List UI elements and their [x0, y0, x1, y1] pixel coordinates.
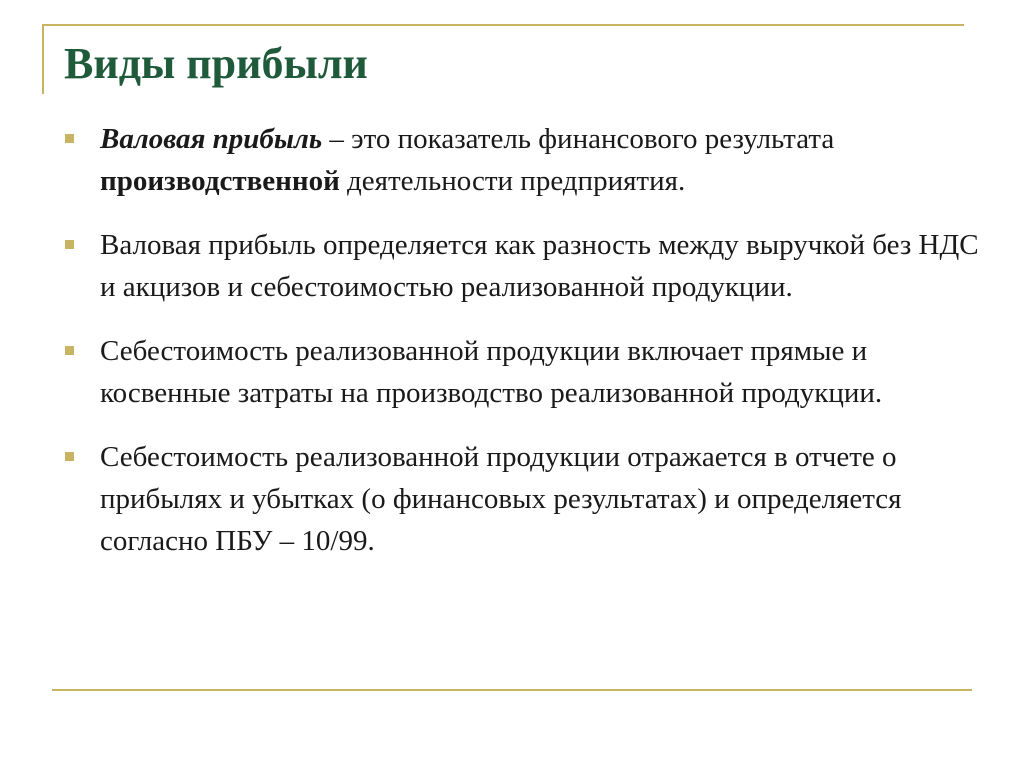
term-gross-profit: Валовая прибыль [100, 123, 323, 155]
list-item [64, 224, 994, 308]
item-text-part: – это показатель финансового результата [322, 123, 835, 155]
square-bullet-icon [65, 134, 74, 143]
list-item [64, 436, 994, 562]
slide-title: Виды прибыли [64, 39, 368, 88]
bottom-rule [52, 689, 972, 691]
frame-top-line [44, 24, 964, 26]
square-bullet-icon [65, 240, 74, 249]
item-text: Себестоимость реализованной продукции включает прямые и косвенные затраты на производство реализованной продукции. [100, 335, 883, 409]
frame-left-line [42, 24, 44, 94]
item-text-part: деятельности предприятия. [339, 165, 686, 197]
list-item [64, 118, 994, 202]
item-text: Валовая прибыль определяется как разность между выручкой без НДС и акцизов и себестоимостью реализованной продукции. [100, 229, 979, 303]
square-bullet-icon [65, 452, 74, 461]
item-text: Себестоимость реализованной продукции отражается в отчете о прибылях и убытках (о финансовых результатах) и определяется согласно ПБУ – 10/99. [100, 441, 902, 557]
bullet-list [64, 118, 994, 584]
item-emphasis: производственной [100, 165, 340, 197]
list-item [64, 330, 994, 414]
square-bullet-icon [65, 346, 74, 355]
